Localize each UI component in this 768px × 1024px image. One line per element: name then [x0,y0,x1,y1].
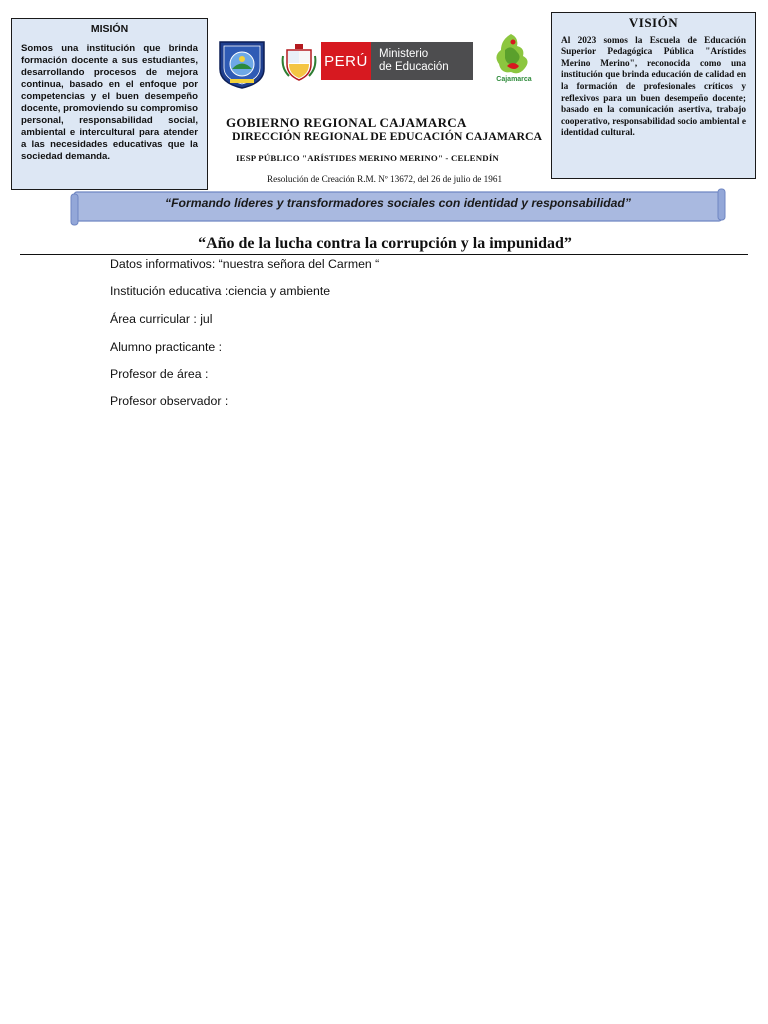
direccion-regional-heading: DIRECCIÓN REGIONAL DE EDUCACIÓN CAJAMARCA [232,129,543,143]
ministerio-line-1: Ministerio [379,48,429,60]
profesor-area-line: Profesor de área : [110,367,209,381]
vision-text: Al 2023 somos la Escuela de Educación Superior Pedagógica Pública "Arístides Merino Merino", reconocida como una institución que brinda educación de calidad en la formación de profesionales críticos y reflexivos para un buen desempeño docente; basado en la comunicación asertiva, trabajo cooperativo, responsabilidad socio ambiental e identidad cultural. [561,35,746,139]
resolucion-line: Resolución de Creación R.M. Nº 13672, del 26 de julio de 1961 [267,174,503,184]
peru-coat-of-arms-icon [281,42,317,82]
datos-informativos-line: Datos informativos: “nuestra señora del Carmen “ [110,257,380,271]
institucion-educativa-line: Institución educativa :ciencia y ambiente [110,284,331,298]
mision-title: MISIÓN [90,23,129,35]
area-curricular-line: Área curricular : jul [110,312,213,326]
institution-seal-icon [216,39,268,89]
mision-text: Somos una institución que brinda formación docente a sus estudiantes, desarrollando procesos de mejora continua, basado en el enfoque por competencias y el buen desempeño docente, promoviendo su compromiso personal, responsabilidad social, ambiental e intercultural para atender a las necesidades educativas que la sociedad demanda. [21,43,198,162]
year-title: “Año de la lucha contra la corrupción y la impunidad” [198,235,572,252]
cajamarca-logo-text: Cajamarca [496,76,532,83]
peru-logo: PERÚ [321,42,371,80]
ministerio-line-2: de Educación [379,60,449,73]
gobierno-regional-heading: GOBIERNO REGIONAL CAJAMARCA [226,115,467,130]
ministerio-logo [371,42,473,80]
profesor-observador-line: Profesor observador : [110,394,229,408]
title-underline [20,254,748,255]
vision-box [551,12,756,179]
alumno-practicante-line: Alumno practicante : [110,340,223,354]
motto-text: “Formando líderes y transformadores sociales con identidad y responsabilidad” [165,196,631,210]
vision-title: VISIÓN [628,15,679,30]
iesp-heading: IESP PÚBLICO "ARÍSTIDES MERINO MERINO" - CELENDÍN [236,153,499,163]
mision-box [11,18,208,190]
